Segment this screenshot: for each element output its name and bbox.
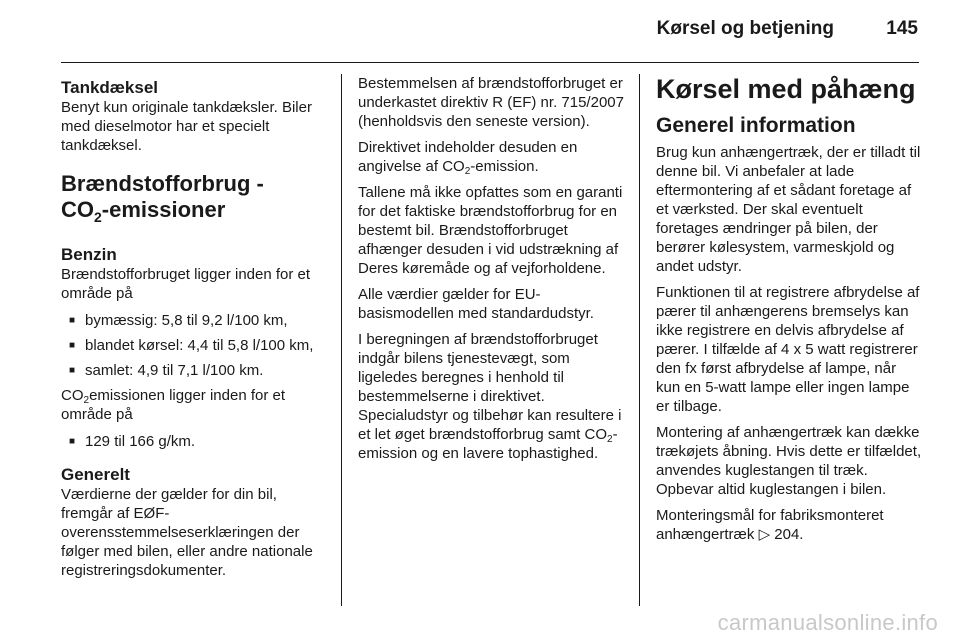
list-item: ■ 129 til 166 g/km. [69,432,329,451]
header-divider [61,62,919,63]
section-title-fuel-consumption [61,171,329,223]
paragraph-benzin: Brændstofforbruget ligger inden for et område på [61,266,311,302]
calculation-text-end: -emission og en lavere tophastighed. [358,426,618,462]
heading-generelt: Generelt [61,465,130,484]
section-title-co: CO [61,197,94,222]
paragraph-calculation [358,330,624,463]
section-title-trailer: Kørsel med påhæng [656,74,916,104]
column-2 [358,74,624,470]
paragraph-towbar: Brug kun anhængertræk, der er tilladt til denne bil. Vi anbefaler at lade eftermontering af et sådant foretage af et værksted. Der skal eventuelt foretages ændringer på bilen, der berører kølesystem, varmeskjold og andet udstyr. [656,144,921,275]
subsection-title-general-info: Generel information [656,114,856,137]
co2-subscript: 2 [83,395,90,406]
paragraph-directive-co2 [358,138,624,176]
column-3 [656,74,924,551]
paragraph-mounting-dimensions [656,506,924,544]
column-divider-1 [341,74,342,606]
paragraph-tow-eye: Montering af anhængertræk kan dække trækøjets åbning. Hvis dette er tilfældet, anvendes kuglestangen til træk. Opbevar altid kuglestangen i bilen. [656,424,922,498]
paragraph-co2-emission [61,386,329,424]
paragraph-guarantee: Tallene må ikke opfattes som en garanti for det faktiske brændstofforbrug for en bestemt bil. Brændstofforbruget afhænger desuden i vid udstrækning af Deres køremåde og af vejforholdene. [358,184,623,277]
paragraph-tankdaeksel: Benyt kun originale tankdæksler. Biler med dieselmotor har et specielt tankdæksel. [61,99,312,154]
co2-text: CO [61,387,84,404]
consumption-list [61,311,329,380]
page-reference[interactable]: 204. [774,526,804,543]
directive-text-end: -emission. [470,158,539,175]
list-item: ■ blandet kørsel: 4,4 til 5,8 l/100 km, [69,336,329,355]
co2-subscript: 2 [607,434,613,445]
co2-subscript: 2 [464,166,471,177]
column-divider-2 [639,74,640,606]
co2-rest: emissionen ligger inden for et område på [61,387,286,423]
directive-text: Direktivet indeholder desuden en angivelse af CO [358,139,578,175]
watermark: carmanualsonline.info [717,610,938,635]
paragraph-bulb-detection: Funktionen til at registrere afbrydelse af pærer til anhængerens bremselys kan ikke registrere en delvis afbrydelse af pærer. I tilfælde af 4 x 5 watt registrerer den fx først afbrydelse af lampe, når kun en 5-watt lampe eller ingen lampe er tilbage. [656,284,920,415]
page-number: 145 [886,18,918,39]
mounting-text: Monteringsmål for fabriksmonteret anhængertræk [656,507,884,543]
section-title-subscript: 2 [94,209,102,225]
heading-tankdaeksel: Tankdæksel [61,78,159,97]
section-title-line1: Brændstofforbrug - [61,171,264,196]
calculation-text: I beregningen af brændstofforbruget indgår bilens tjenestevægt, som ligeledes beregnes i henhold til bestemmelserne i direktivet. Specialudstyr og tilbehør kan resultere i et let øget brændstofforbrug samt CO [358,331,622,443]
list-item: ■ bymæssig: 5,8 til 9,2 l/100 km, [69,311,329,330]
heading-benzin: Benzin [61,245,117,264]
list-item: ■ samlet: 4,9 til 7,1 l/100 km. [69,361,329,380]
column-1 [61,74,329,587]
paragraph-eu-model: Alle værdier gælder for EU-basismodellen med standardudstyr. [358,286,594,322]
paragraph-generelt: Værdierne der gælder for din bil, fremgår af EØF-overensstemmelseserklæringen der følger med bilen, eller andre nationale registreringsdokumenter. [61,486,313,579]
emission-list [61,432,329,451]
section-title-rest: -emissioner [101,197,226,222]
paragraph-directive: Bestemmelsen af brændstofforbruget er underkastet direktiv R (EF) nr. 715/2007 (henholdsvis den seneste version). [358,75,624,130]
page-ref-arrow-icon: ▷ [758,526,771,543]
running-header-title: Kørsel og betjening [656,18,834,39]
